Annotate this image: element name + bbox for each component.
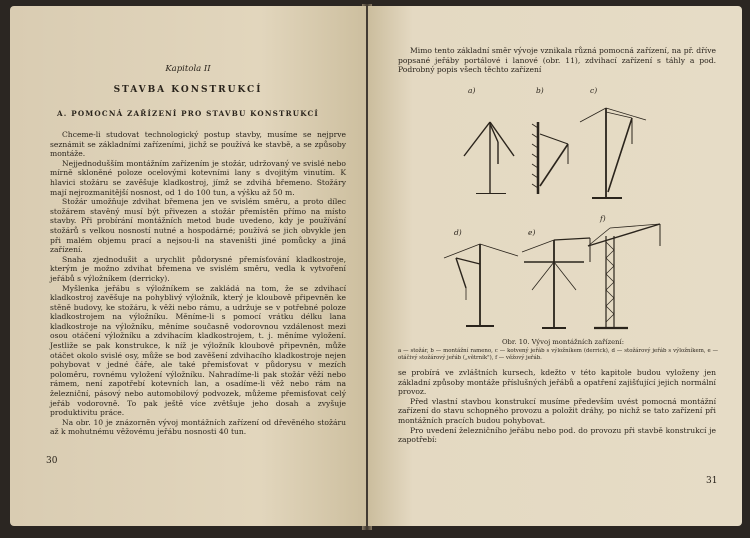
- right-page: [368, 6, 742, 526]
- figure-label-e: e): [528, 228, 536, 237]
- paragraph: Myšlenka jeřábu s výložníkem se zakládá na tom, že se zdvihací kladkostroj zavěšuje na pohyblivý výložník, který je kloubově připevněn ke stěně budovy, ke stožáru, k věži nebo rámu, a udržuje se v potřebné poloze kladkostrojem na výložníku. Měníme-li s pomocí vrátku délku lana kladkostroje na výložníku, měníme současně vodorovnou vzdálenost mezi osou otáčení výložníku a zdvihacím kladkostrojem, t. j. měníme vyložení. Jestliže se pak konstrukce, k níž je výložník kloubově připevněn, může otáčet okolo svislé osy, může se bod zavěšení zdvihacího kladkostroje nejen pohybovat v jedné čáře, ale také přemisťovat v půdorysu v mezích poloměru, rovnému vyložení výložníku. Nahradíme-li pak stožár věží nebo rámem, není zapotřebí kotevních lan, a osadíme-li věž nebo rám na železniční, pásový nebo automobilový podvozek, můžeme přemisťovat celý jeřáb vodorovně. To pak ještě více zvětšuje jeho dosah a zvyšuje produktivitu práce.: [50, 283, 346, 418]
- paragraph: Stožár umožňuje zdvihat břemena jen ve svislém směru, a proto dílec stožárem stavěný musí být přivezen a stožár přemístěn přímo na místo stavby. Při probírání montážních metod bude uvedeno, kdy je používání stožárů s velkou nosností nutné a hospodárné; používá se jich obvykle jen při malém objemu prací a nejsou-li na staveništi jiné pomůcky a jiná zařízení.: [50, 197, 346, 255]
- page-title: STAVBA KONSTRUKCÍ: [113, 85, 263, 95]
- figure-label-a: a): [468, 86, 476, 95]
- mast-derrick-drawing: [442, 238, 522, 328]
- page-number: 30: [46, 456, 58, 466]
- left-page: [10, 6, 366, 526]
- figure-caption: Obr. 10. Vývoj montážních zařízení:: [501, 338, 625, 346]
- page-number: 31: [706, 476, 718, 486]
- mast-drawing: [458, 94, 518, 194]
- paragraph: se probírá ve zvláštních kursech, kdežto v této kapitole budou vyloženy jen základní způsoby montáže příslušných jeřábů a opatření zajišťující jejich normální provoz.: [398, 368, 716, 397]
- paragraph: Pro uvedení železničního jeřábu nebo pod. do provozu při stavbě konstrukcí je zapotřebí:: [398, 425, 716, 445]
- left-body-text: [50, 130, 346, 437]
- paragraph: Před vlastní stavbou konstrukcí musíme především uvést pomocná montážní zařízení do stavu schopného provozu a položit dráhy, po nichž se tato zařízení při montážních pracích budou pohybovat.: [398, 396, 716, 425]
- paragraph: Snaha zjednodušit a urychlit půdorysné přemísťování kladkostroje, kterým je možno zdvihat břemena ve svislém směru, vedla k vytvoření jeřábů s výložníkem (derricky).: [50, 254, 346, 283]
- right-bottom-text: [398, 368, 716, 445]
- paragraph: Na obr. 10 je znázorněn vývoj montážních zařízení od dřevěného stožáru až k mohutnému věžovému jeřábu nosnosti 40 tun.: [50, 417, 346, 437]
- figure-label-c: c): [590, 86, 598, 95]
- tower-crane-drawing: [584, 218, 666, 330]
- figure-label-f: f): [600, 214, 606, 223]
- wall-boom-drawing: [528, 94, 578, 194]
- chapter-heading: Kapitola II: [165, 64, 211, 74]
- derrick-drawing: [578, 94, 648, 204]
- section-heading: A. POMOCNÁ ZAŘÍZENÍ PRO STAVBU KONSTRUKCÍ: [57, 109, 319, 118]
- figure-label-b: b): [536, 86, 544, 95]
- right-top-text: [398, 46, 716, 75]
- figure-label-d: d): [454, 228, 462, 237]
- figure-legend: a — stožár, b — montážní rameno, c — kotvený jeřáb s výložníkem (derrick), d — stožárový jeřáb s výložníkem, e — otáčivý stožárový jeřáb („větrník"), f — věžový jeřáb.: [398, 348, 718, 361]
- paragraph: Nejjednodušším montážním zařízením je stožár, udržovaný ve svislé nebo mírně skloněné poloze ocelovými kotevními lany s dvojitým vinutím. K hlavici stožáru se zavěšuje kladkostroj, jímž se zdvihá břemeno. Stožáry mají nejrozmanitější nosnost, od 1 do 100 tun, a výšku až 50 m.: [50, 158, 346, 197]
- paragraph: Mimo tento základní směr vývoje vznikala různá pomocná zařízení, na př. dříve popsané jeřáby portálové i lanové (obr. 11), zdvihací zařízení s táhly a pod. Podrobný popis všech těchto zařízení: [398, 46, 716, 75]
- paragraph: Chceme-li studovat technologický postup stavby, musíme se nejprve seznámit se základními zařízeními, jichž se používá ke stavbě, a se způsoby montáže.: [50, 130, 346, 159]
